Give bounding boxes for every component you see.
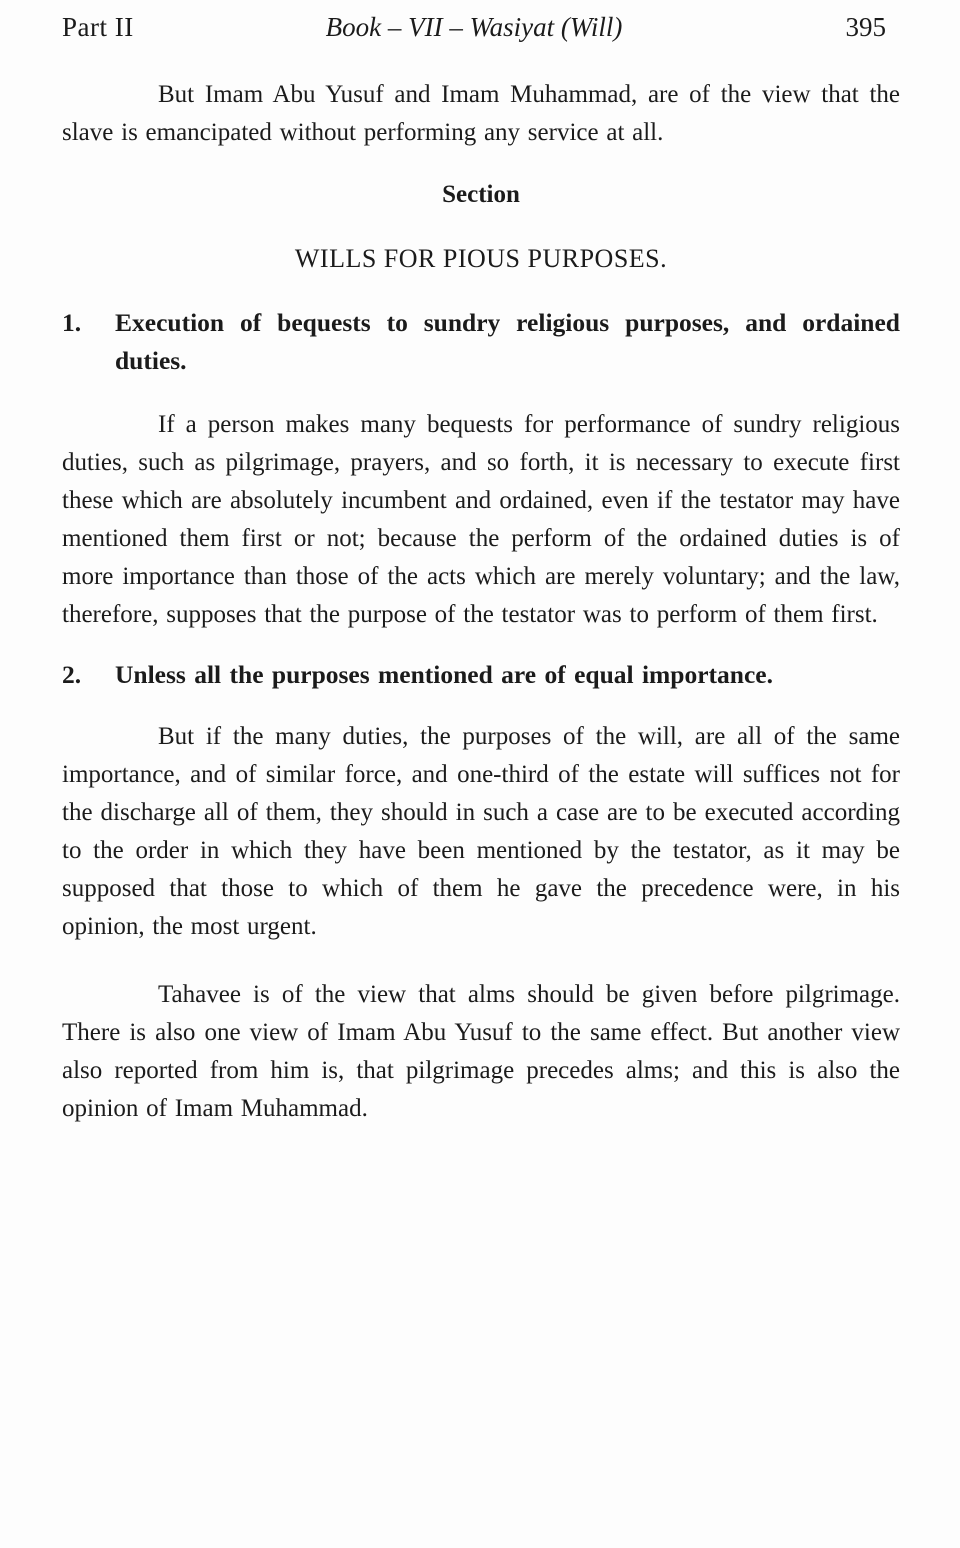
heading-2-number: 2. [62,660,82,689]
item-2-paragraph-2: Tahavee is of the view that alms should be given before pilgrimage. There is also one view of Imam Abu Yusuf to the same effect. But another view also reported from him is, that pilgrimage precedes alms; and this is also the opinion of Imam Muhammad. [62,981,900,1122]
section-title: WILLS FOR PIOUS PURPOSES. [294,244,668,273]
book-title: Book – VII – Wasiyat (Will) [325,12,623,42]
heading-1-text: Execution of bequests to sundry religious purposes, and ordained duties. [115,308,900,375]
heading-2-text: Unless all the purposes mentioned are of equal importance. [115,660,773,689]
page-number: 395 [845,12,886,42]
part-label: Part II [62,12,134,42]
page-header [62,8,900,46]
section-label: Section [442,181,520,208]
numbered-heading-2 [62,656,900,694]
intro-paragraph: But Imam Abu Yusuf and Imam Muhammad, are of the view that the slave is emancipated without performing any service at all. [62,81,900,146]
numbered-heading-1 [62,304,900,380]
item-2-paragraph-1: But if the many duties, the purposes of the will, are all of the same importance, and of similar force, and one-third of the estate will suffices not for the discharge all of them, they should in such a case are to be executed according to the order in which they have been mentioned by the testator, as it may be supposed that those to which of them he gave the precedence were, in his opinion, the most urgent. [62,723,900,940]
item-1-paragraph: If a person makes many bequests for performance of sundry religious duties, such as pilgrimage, prayers, and so forth, it is necessary to execute first these which are absolutely incumbent and ordained, even if the testator may have mentioned them first or not; because the perform of the ordained duties is of more importance than those of the acts which are merely voluntary; and the law, therefore, supposes that the purpose of the testator was to perform of them first. [62,411,900,628]
heading-1-number: 1. [62,308,82,337]
